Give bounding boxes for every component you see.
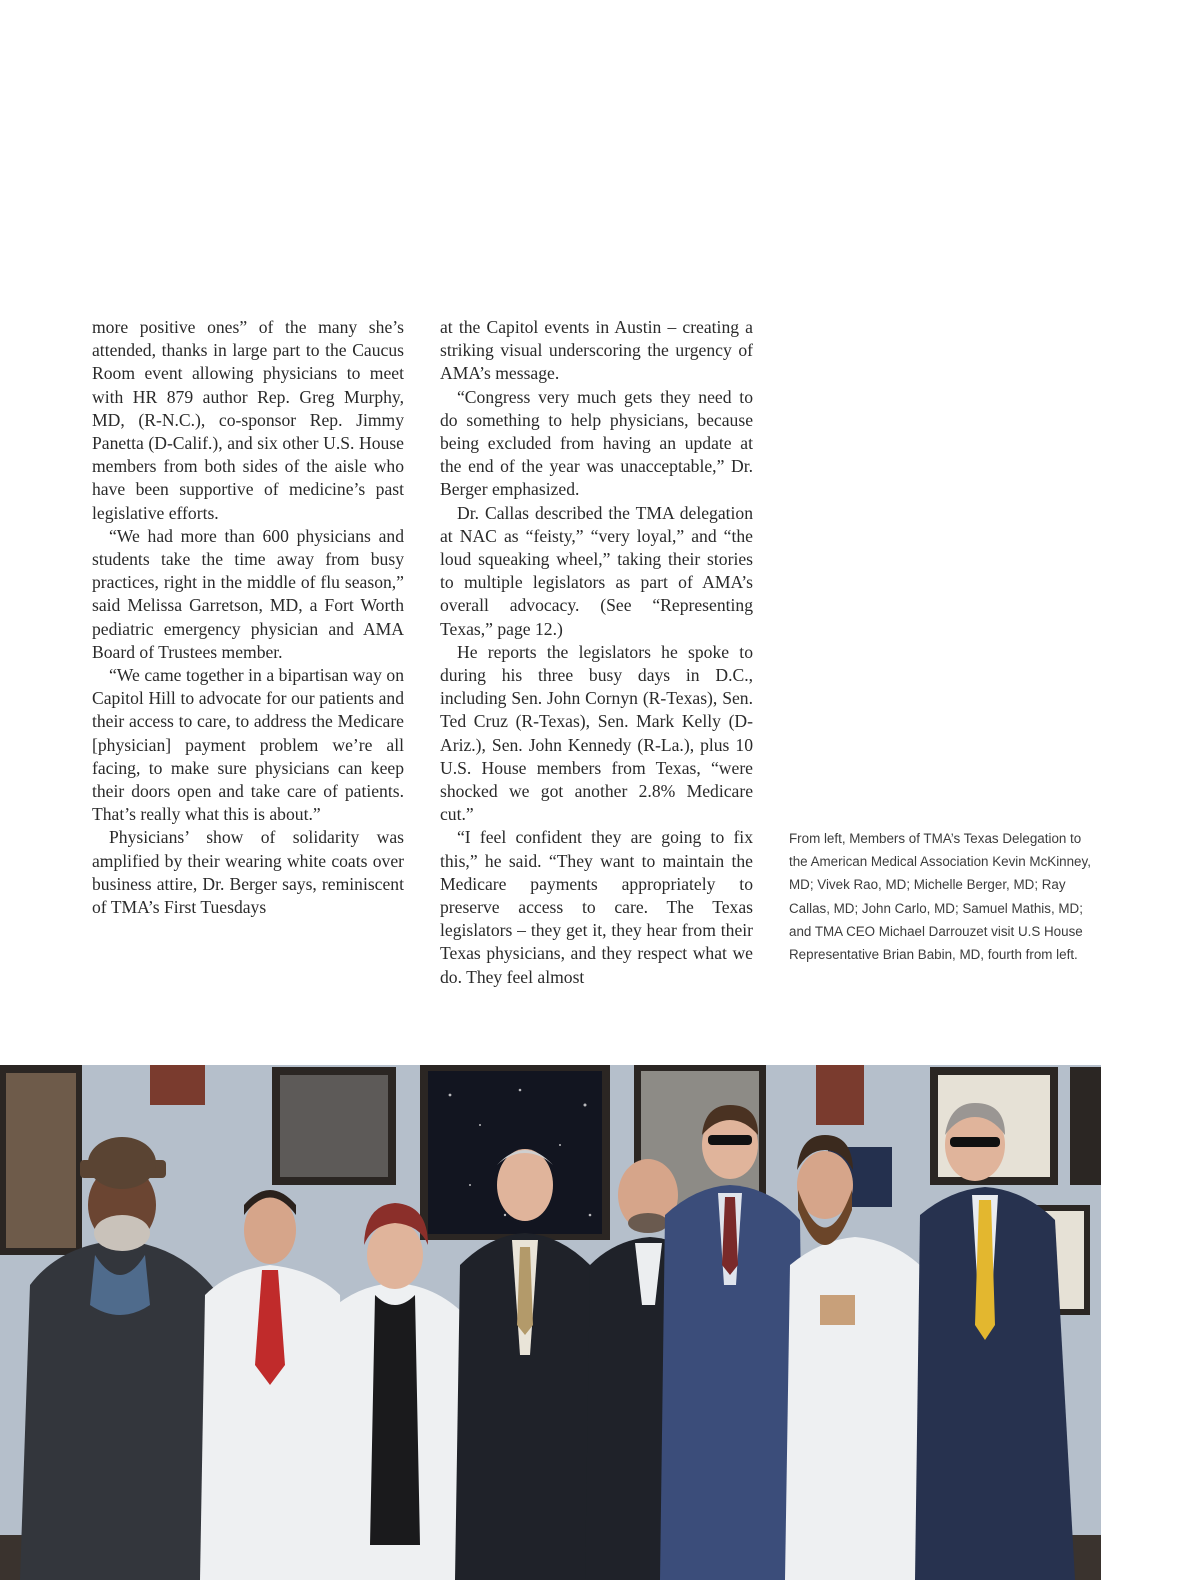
article-paragraph: at the Capitol events in Austin – creating a striking visual underscoring the urgency of AMA’s message. bbox=[440, 317, 753, 384]
article-column-1 bbox=[92, 316, 404, 919]
group-photo bbox=[0, 1065, 1101, 1580]
article-paragraph: “Congress very much gets they need to do something to help physicians, because being excluded from having an update at the end of the year was unacceptable,” Dr. Berger emphasized. bbox=[440, 386, 753, 500]
group-photo-illustration bbox=[0, 1065, 1101, 1580]
article-paragraph: Dr. Callas described the TMA delegation at NAC as “feisty,” “very loyal,” and “the loud squeaking wheel,” taking their stories to multiple legislators as part of AMA’s overall advocacy. (See “Representing Texas,” page 12.) bbox=[440, 502, 753, 639]
article-paragraph: “We came together in a bipartisan way on Capitol Hill to advocate for our patients and their access to care, to address the Medicare [physician] payment problem we’re all facing, to make sure physicians can keep their doors open and take care of patients. That’s really what this is about.” bbox=[92, 665, 404, 825]
article-paragraph: “I feel confident they are going to fix this,” he said. “They want to maintain the Medicare payments appropriately to preserve access to care. The Texas legislators – they get it, they hear from their Texas physicians, and they respect what we do. They feel almost bbox=[440, 827, 753, 987]
article-column-2 bbox=[440, 316, 753, 989]
photo-caption: From left, Members of TMA’s Texas Delegation to the American Medical Association Kevin McKinney, MD; Vivek Rao, MD; Michelle Berger, MD; Ray Callas, MD; John Carlo, MD; Samuel Mathis, MD; and TMA CEO Michael Darrouzet visit U.S House Representative Brian Babin, MD, fourth from left. bbox=[789, 831, 1091, 963]
article-paragraph: more positive ones” of the many she’s attended, thanks in large part to the Caucus Room event allowing physicians to meet with HR 879 author Rep. Greg Murphy, MD, (R-N.C.), co-sponsor Rep. Jimmy Panetta (D-Calif.), and six other U.S. House members from both sides of the aisle who have been supportive of medicine’s past legislative efforts. bbox=[92, 317, 404, 523]
article-paragraph: Physicians’ show of solidarity was amplified by their wearing white coats over business attire, Dr. Berger says, reminiscent of TMA’s First Tuesdays bbox=[92, 827, 404, 918]
article-paragraph: “We had more than 600 physicians and students take the time away from busy practices, right in the middle of flu season,” said Melissa Garretson, MD, a Fort Worth pediatric emergency physician and AMA Board of Trustees member. bbox=[92, 525, 404, 662]
article-paragraph: He reports the legislators he spoke to during his three busy days in D.C., including Sen. John Cornyn (R-Texas), Sen. Ted Cruz (R-Texas), Sen. Mark Kelly (D-Ariz.), Sen. John Kennedy (R-La.), plus 10 U.S. House members from Texas, “were shocked we got another 2.8% Medicare cut.” bbox=[440, 641, 753, 825]
